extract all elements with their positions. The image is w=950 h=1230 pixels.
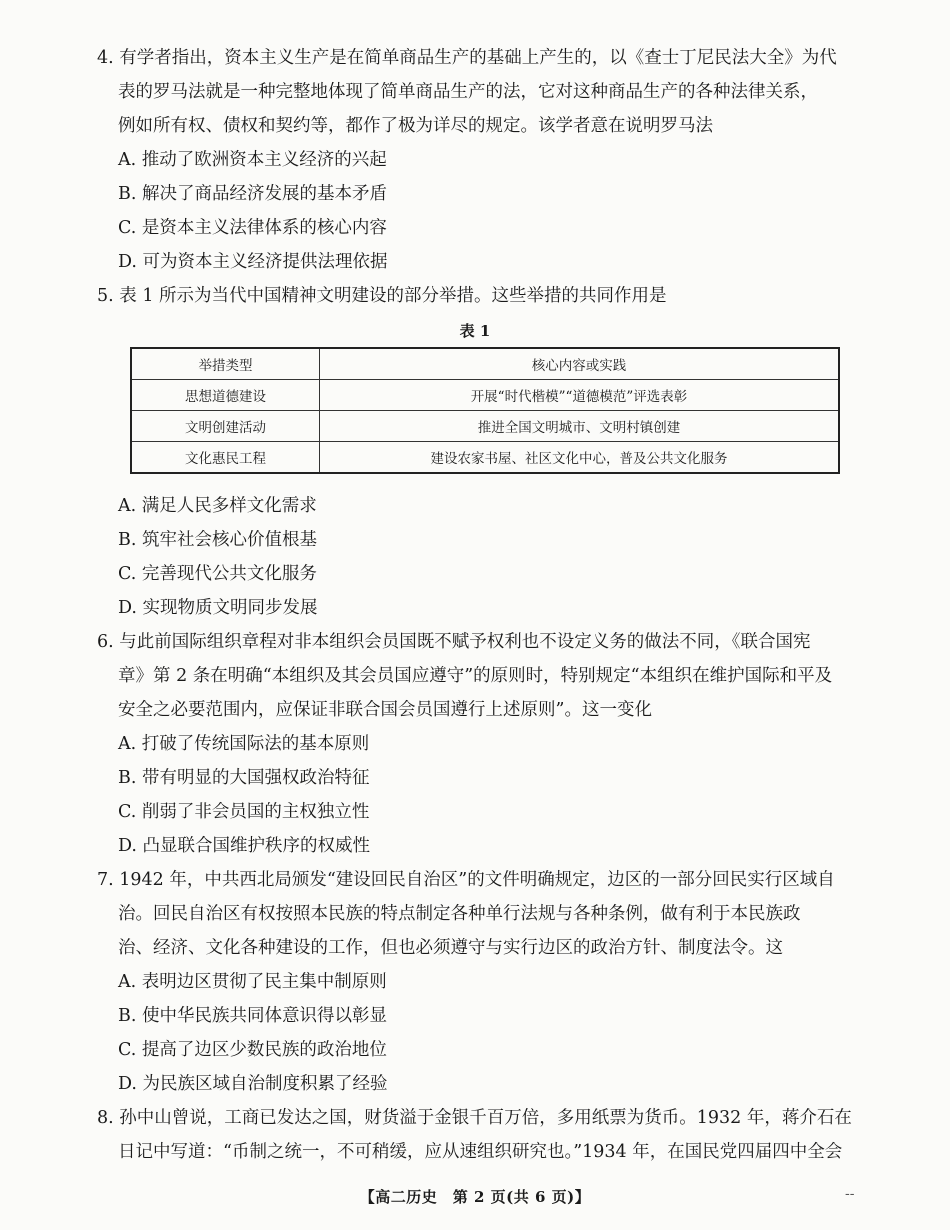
measures-table bbox=[130, 347, 840, 474]
q6-stem-line-3: 安全之必要范围内，应保证非联合国会员国遵行上述原则”。这一变化 bbox=[118, 700, 652, 720]
q4-option-a: A. 推动了欧洲资本主义经济的兴起 bbox=[118, 150, 387, 170]
table-row bbox=[131, 442, 839, 474]
table-cell: 文化惠民工程 bbox=[131, 442, 320, 474]
page-footer: 【高二历史 第 2 页(共 6 页)】 bbox=[359, 1188, 591, 1206]
q4-stem-line-2: 表的罗马法就是一种完整地体现了简单商品生产的法，它对这种商品生产的各种法律关系， bbox=[118, 82, 818, 102]
q6-option-a: A. 打破了传统国际法的基本原则 bbox=[118, 734, 370, 754]
q5-option-c: C. 完善现代公共文化服务 bbox=[118, 564, 317, 584]
q7-stem-line-3: 治、经济、文化各种建设的工作，但也必须遵守与实行边区的政治方针、制度法令。这 bbox=[118, 938, 783, 958]
table-header-cell: 举措类型 bbox=[131, 348, 320, 380]
q6-option-b: B. 带有明显的大国强权政治特征 bbox=[118, 768, 370, 788]
table-cell: 文明创建活动 bbox=[131, 411, 320, 442]
q7-option-d: D. 为民族区域自治制度积累了经验 bbox=[118, 1074, 388, 1094]
q6-stem-line-2: 章》第 2 条在明确“本组织及其会员国应遵守”的原则时，特别规定“本组织在维护国际和平及 bbox=[118, 666, 833, 686]
q8-stem-line-1: 8. 孙中山曾说，工商已发达之国，财货溢于金银千百万倍，多用纸票为货币。1932 年，蒋介石在 bbox=[97, 1108, 852, 1128]
q4-stem-line-3: 例如所有权、债权和契约等，都作了极为详尽的规定。该学者意在说明罗马法 bbox=[118, 116, 713, 136]
q4-option-d: D. 可为资本主义经济提供法理依据 bbox=[118, 252, 388, 272]
q7-option-c: C. 提高了边区少数民族的政治地位 bbox=[118, 1040, 387, 1060]
q4-option-b: B. 解决了商品经济发展的基本矛盾 bbox=[118, 184, 387, 204]
q5-option-a: A. 满足人民多样文化需求 bbox=[118, 496, 317, 516]
q6-stem-line-1: 6. 与此前国际组织章程对非本组织会员国既不赋予权利也不设定义务的做法不同，《联合国宪 bbox=[97, 632, 811, 652]
q5-option-d: D. 实现物质文明同步发展 bbox=[118, 598, 318, 618]
table-cell: 推进全国文明城市、文明村镇创建 bbox=[320, 411, 840, 442]
table-header-row bbox=[131, 348, 839, 380]
corner-mark: -- bbox=[845, 1186, 855, 1202]
q6-option-d: D. 凸显联合国维护秩序的权威性 bbox=[118, 836, 371, 856]
q5-stem-line-1: 5. 表 1 所示为当代中国精神文明建设的部分举措。这些举措的共同作用是 bbox=[97, 286, 667, 306]
q4-stem-line-1: 4. 有学者指出，资本主义生产是在简单商品生产的基础上产生的，以《查士丁尼民法大全》为代 bbox=[97, 48, 837, 68]
q7-option-a: A. 表明边区贯彻了民主集中制原则 bbox=[118, 972, 387, 992]
q6-option-c: C. 削弱了非会员国的主权独立性 bbox=[118, 802, 370, 822]
q7-stem-line-2: 治。回民自治区有权按照本民族的特点制定各种单行法规与各种条例，做有利于本民族政 bbox=[118, 904, 801, 924]
table-cell: 建设农家书屋、社区文化中心，普及公共文化服务 bbox=[320, 442, 840, 474]
table-row bbox=[131, 380, 839, 411]
q5-option-b: B. 筑牢社会核心价值根基 bbox=[118, 530, 317, 550]
q4-option-c: C. 是资本主义法律体系的核心内容 bbox=[118, 218, 387, 238]
table-caption: 表 1 bbox=[459, 322, 491, 340]
q7-stem-line-1: 7. 1942 年，中共西北局颁发“建设回民自治区”的文件明确规定，边区的一部分回民实行区域自 bbox=[97, 870, 835, 890]
q8-stem-line-2: 日记中写道：“币制之统一，不可稍缓，应从速组织研究也。”1934 年，在国民党四届四中全会 bbox=[118, 1142, 843, 1162]
q7-option-b: B. 使中华民族共同体意识得以彰显 bbox=[118, 1006, 387, 1026]
table-header-cell: 核心内容或实践 bbox=[320, 348, 840, 380]
table-cell: 开展“时代楷模”“道德模范”评选表彰 bbox=[320, 380, 840, 411]
table-cell: 思想道德建设 bbox=[131, 380, 320, 411]
table-row bbox=[131, 411, 839, 442]
